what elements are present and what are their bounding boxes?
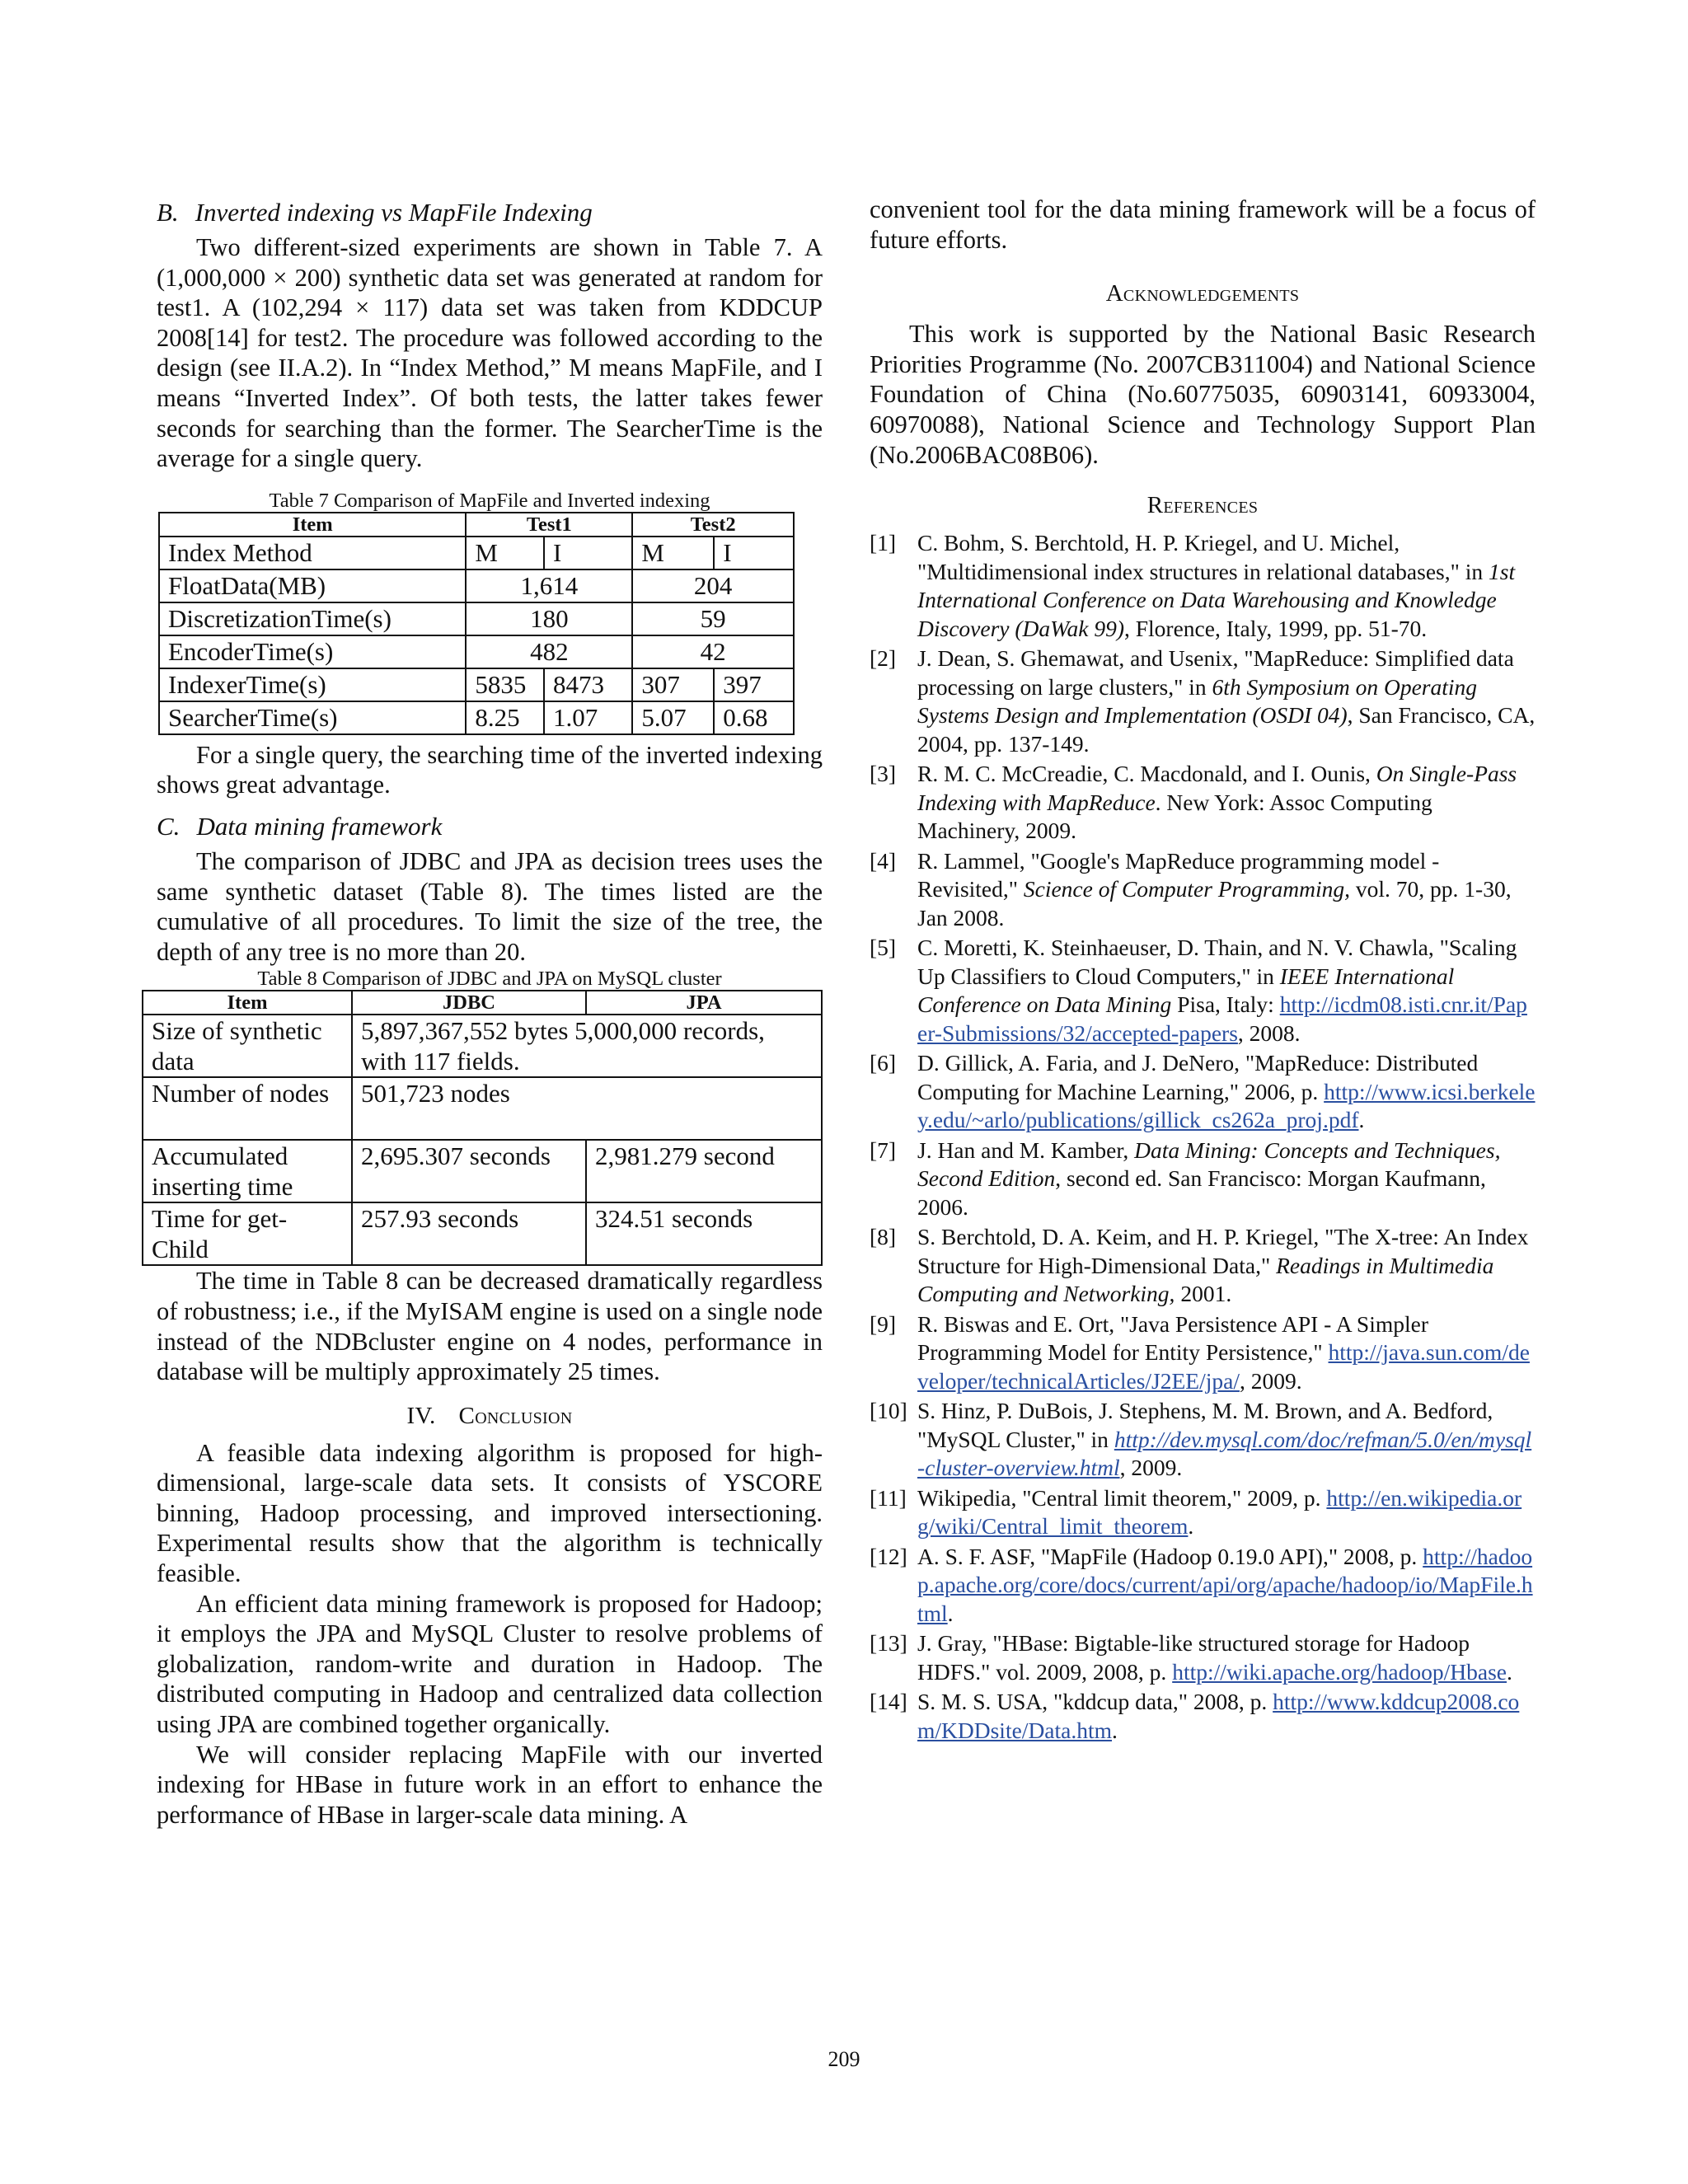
- list-item: [10] S. Hinz, P. DuBois, J. Stephens, M. M. Brown, and A. Bedford, "MySQL Cluster," in http://dev.mysql.com/doc/refman/5.0/en/mysql-cluster-overview.html, 2009.: [870, 1398, 1532, 1481]
- list-item: [8] S. Berchtold, D. A. Keim, and H. P. Kriegel, "The X-tree: An Index Structure for High-Dimensional Data," Readings in Multimedia Computing and Networking, 2001.: [870, 1224, 1529, 1307]
- page-number: 209: [828, 2047, 860, 2071]
- reference-link[interactable]: http://www.icsi.berkeley.edu/~arlo/publications/gillick_cs262a_proj.pdf: [917, 1078, 1536, 1133]
- table-cell: 2,695.307 seconds: [352, 1140, 586, 1202]
- table-row: [159, 602, 794, 635]
- table-cell: 1,614: [466, 569, 632, 602]
- reference-link[interactable]: http://wiki.apache.org/hadoop/Hbase: [1172, 1658, 1507, 1685]
- table7-header-test1: Test1: [466, 513, 632, 537]
- section-c-heading: C. Data mining framework: [157, 811, 443, 841]
- table-cell: SearcherTime(s): [159, 701, 466, 734]
- table8-caption: Table 8 Comparison of JDBC and JPA on MySQL cluster: [257, 968, 722, 991]
- section-c-paragraph: The comparison of JDBC and JPA as decision trees uses the same synthetic dataset (Table 8). The times listed are the cumulative of all procedures. To limit the size of the tree, the depth of any tree is no more than 20.: [157, 846, 823, 966]
- list-item: [3] R. M. C. McCreadie, C. Macdonald, and I. Ounis, On Single-Pass Indexing with MapReduce. New York: Assoc Computing Machinery, 2009.: [870, 761, 1517, 844]
- table-cell: Number of nodes: [143, 1077, 352, 1140]
- table7-caption: Table 7 Comparison of MapFile and Inverted indexing: [269, 489, 710, 512]
- table-cell: 5.07: [632, 701, 714, 734]
- conclusion-continued: convenient tool for the data mining framework will be a focus of future efforts.: [870, 195, 1536, 254]
- table-row: [143, 1077, 822, 1140]
- table7-header-item: Item: [159, 513, 466, 537]
- table-row: [143, 1015, 822, 1077]
- table-cell: 59: [632, 602, 794, 635]
- table-cell: 482: [466, 635, 632, 668]
- list-item: [6] D. Gillick, A. Faria, and J. DeNero, "MapReduce: Distributed Computing for Machine Learning," 2006, p. http://www.icsi.berkeley.edu/~arlo/publications/gillick_cs262a_proj.pdf.: [870, 1050, 1536, 1133]
- table-cell: I: [544, 537, 632, 569]
- right-column: [870, 194, 1536, 1746]
- table-cell: 8473: [544, 668, 632, 701]
- after-table8-paragraph: The time in Table 8 can be decreased dramatically regardless of robustness; i.e., if the MyISAM engine is used on a single node instead of the NDBcluster engine on 4 nodes, performance in database will be multiply approximately 25 times.: [157, 1267, 823, 1386]
- reference-link[interactable]: http://icdm08.isti.cnr.it/Paper-Submissions/32/accepted-papers: [917, 991, 1527, 1046]
- table-cell: IndexerTime(s): [159, 668, 466, 701]
- table-cell: 5835: [466, 668, 544, 701]
- table-cell: I: [714, 537, 794, 569]
- list-item: [14] S. M. S. USA, "kddcup data," 2008, p. http://www.kddcup2008.com/KDDsite/Data.htm.: [870, 1689, 1520, 1743]
- table-row: [143, 1140, 822, 1202]
- table-row: [143, 1202, 822, 1265]
- table8: [142, 990, 823, 1266]
- left-column: [152, 194, 823, 1830]
- acknowledgements-paragraph: This work is supported by the National Basic Research Priorities Programme (No. 2007CB311004) and National Science Foundation of China (No.60775035, 60903141, 60933004, 60970088), National Science and Technology Support Plan (No.2006BAC08B06).: [870, 320, 1536, 469]
- table-cell: 204: [632, 569, 794, 602]
- table8-header-jpa: JPA: [586, 991, 822, 1015]
- table-cell: 1.07: [544, 701, 632, 734]
- table-cell: 257.93 seconds: [352, 1202, 586, 1265]
- reference-link[interactable]: http://dev.mysql.com/doc/refman/5.0/en/mysql-cluster-overview.html: [917, 1426, 1532, 1481]
- table-cell: M: [632, 537, 714, 569]
- table-cell: 397: [714, 668, 794, 701]
- references-heading: References: [1146, 492, 1259, 519]
- acknowledgements-heading: Acknowledgements: [1105, 280, 1300, 307]
- table-cell: 307: [632, 668, 714, 701]
- list-item: [13] J. Gray, "HBase: Bigtable-like structured storage for Hadoop HDFS." vol. 2009, 2008, p. http://wiki.apache.org/hadoop/Hbase.: [870, 1630, 1512, 1685]
- reference-link[interactable]: http://www.kddcup2008.com/KDDsite/Data.htm: [917, 1689, 1520, 1743]
- table-cell: 501,723 nodes: [352, 1077, 822, 1140]
- conclusion-heading: IV. Conclusion: [406, 1402, 573, 1429]
- table8-header-jdbc: JDBC: [352, 991, 586, 1015]
- table-cell: DiscretizationTime(s): [159, 602, 466, 635]
- list-item: [9] R. Biswas and E. Ort, "Java Persistence API - A Simpler Programming Model for Entity Persistence," http://java.sun.com/developer/technicalArticles/J2EE/jpa/, 2009.: [870, 1310, 1530, 1394]
- table-cell: Accumulated inserting time: [143, 1140, 352, 1202]
- references-list: [870, 529, 1536, 1745]
- list-item: [5] C. Moretti, K. Steinhaeuser, D. Thain, and N. V. Chawla, "Scaling Up Classifiers to Cloud Computers," in IEEE International Conference on Data Mining Pisa, Italy: http://icdm08.isti.cnr.it/Paper-Submissions/32/accepted-papers, 2008.: [870, 935, 1527, 1046]
- table-row: [143, 991, 822, 1015]
- table-row: [159, 701, 794, 734]
- table-cell: Index Method: [159, 537, 466, 569]
- table-cell: 180: [466, 602, 632, 635]
- table-row: [159, 668, 794, 701]
- list-item: [12] A. S. F. ASF, "MapFile (Hadoop 0.19.0 API)," 2008, p. http://hadoop.apache.org/core/docs/current/api/org/apache/hadoop/io/MapFile.html.: [870, 1543, 1533, 1626]
- table-cell: 2,981.279 second: [586, 1140, 822, 1202]
- section-b-heading: B. Inverted indexing vs MapFile Indexing: [157, 198, 593, 227]
- table-cell: 0.68: [714, 701, 794, 734]
- conclusion-paragraph-3: We will consider replacing MapFile with our inverted indexing for HBase in future work in an effort to enhance the performance of HBase in larger-scale data mining. A: [157, 1740, 823, 1829]
- section-b-paragraph: Two different-sized experiments are shown in Table 7. A (1,000,000 × 200) synthetic data set was generated at random for test1. A (102,294 × 117) data set was taken from KDDCUP 2008[14] for test2. The procedure was followed according to the design (see II.A.2). In “Index Method,” M means MapFile, and I means “Inverted Index”. Of both tests, the latter takes fewer seconds for searching than the former. The SearcherTime is the average for a single query.: [157, 233, 823, 473]
- reference-link[interactable]: http://hadoop.apache.org/core/docs/current/api/org/apache/hadoop/io/MapFile.html: [917, 1543, 1533, 1626]
- table-cell: Size of synthetic data: [143, 1015, 352, 1077]
- list-item: [11] Wikipedia, "Central limit theorem," 2009, p. http://en.wikipedia.org/wiki/Central_limit_theorem.: [870, 1484, 1522, 1540]
- list-item: [1] C. Bohm, S. Berchtold, H. P. Kriegel, and U. Michel, "Multidimensional index structures in relational databases," in 1st International Conference on Data Warehousing and Knowledge Discovery (DaWak 99), Florence, Italy, 1999, pp. 51-70.: [870, 530, 1516, 641]
- table-cell: 8.25: [466, 701, 544, 734]
- table-cell: 5,897,367,552 bytes 5,000,000 records, with 117 fields.: [352, 1015, 822, 1077]
- after-table7-paragraph: For a single query, the searching time of the inverted indexing shows great advantage.: [157, 740, 823, 799]
- list-item: [7] J. Han and M. Kamber, Data Mining: Concepts and Techniques, Second Edition, second ed. San Francisco: Morgan Kaufmann, 2006.: [870, 1137, 1501, 1220]
- conclusion-paragraph-1: A feasible data indexing algorithm is proposed for high-dimensional, large-scale data sets. It consists of YSCORE binning, Hadoop processing, and improved intersectioning. Experimental results show that the algorithm is technically feasible.: [157, 1438, 823, 1588]
- table-cell: 324.51 seconds: [586, 1202, 822, 1265]
- table7: [158, 512, 795, 735]
- table-row: [159, 635, 794, 668]
- table7-header-test2: Test2: [632, 513, 794, 537]
- list-item: [2] J. Dean, S. Ghemawat, and Usenix, "MapReduce: Simplified data processing on large clusters," in 6th Symposium on Operating Systems Design and Implementation (OSDI 04), San Francisco, CA, 2004, pp. 137-149.: [870, 645, 1536, 757]
- table-cell: M: [466, 537, 544, 569]
- table-row: [159, 513, 794, 537]
- list-item: [4] R. Lammel, "Google's MapReduce programming model - Revisited," Science of Computer Programming, vol. 70, pp. 1-30, Jan 2008.: [870, 847, 1512, 930]
- table-row: [159, 537, 794, 569]
- table-row: [159, 569, 794, 602]
- table-cell: FloatData(MB): [159, 569, 466, 602]
- conclusion-paragraph-2: An efficient data mining framework is proposed for Hadoop; it employs the JPA and MySQL Cluster to resolve problems of globalization, random-write and duration in Hadoop. The distributed computing in Hadoop and centralized data collection using JPA are combined together organically.: [157, 1589, 823, 1739]
- table-cell: EncoderTime(s): [159, 635, 466, 668]
- reference-link[interactable]: http://java.sun.com/developer/technicalArticles/J2EE/jpa/: [917, 1339, 1530, 1394]
- table-cell: Time for get-Child: [143, 1202, 352, 1265]
- table8-header-item: Item: [143, 991, 352, 1015]
- reference-link[interactable]: http://en.wikipedia.org/wiki/Central_limit_theorem: [917, 1484, 1522, 1540]
- table-cell: 42: [632, 635, 794, 668]
